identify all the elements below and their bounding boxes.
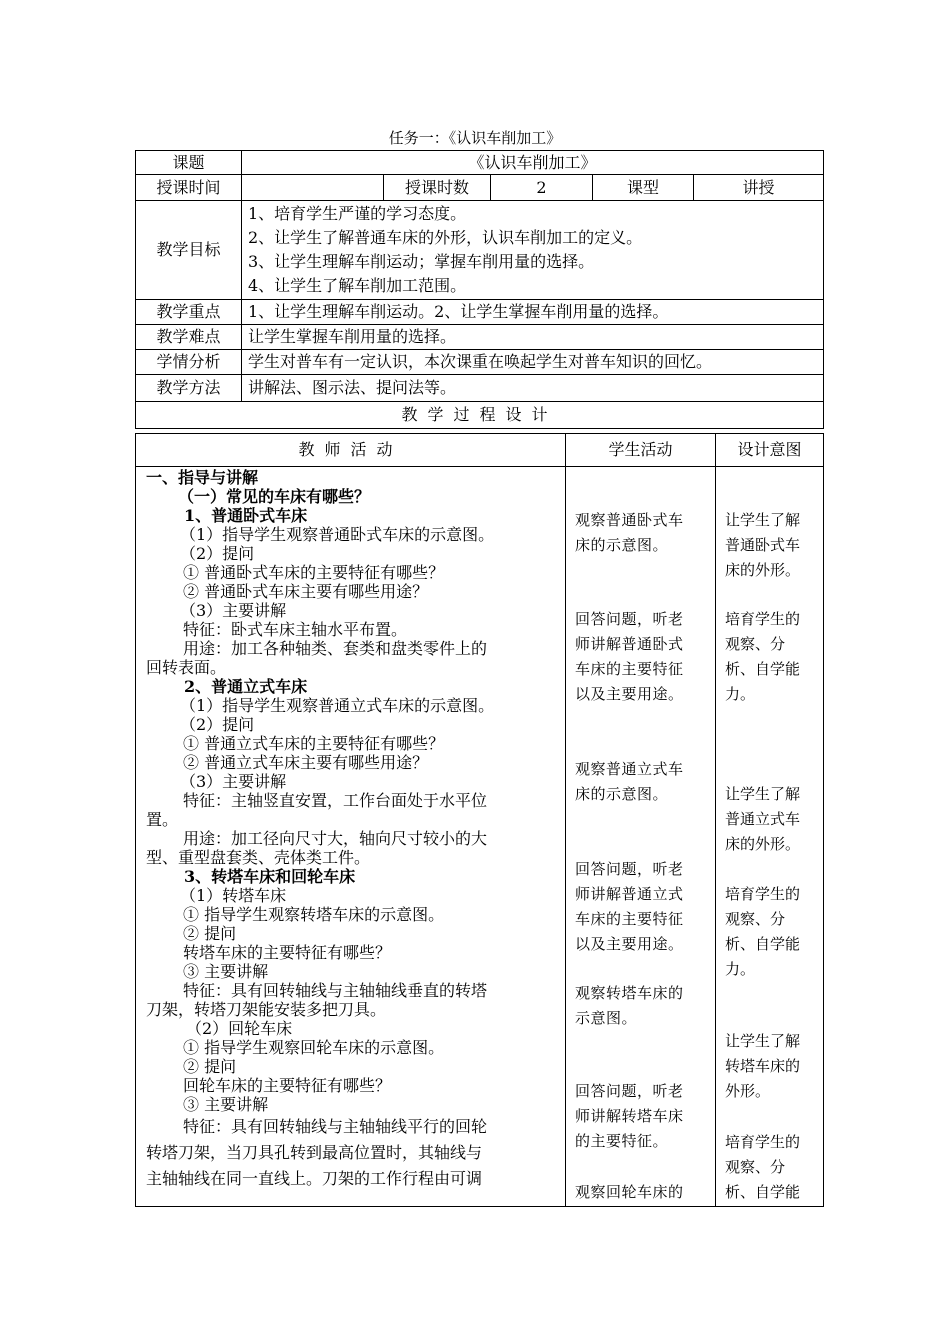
design-title: 教学过程设计 <box>136 402 824 429</box>
method-label: 教学方法 <box>136 375 242 402</box>
goals-list <box>242 201 824 300</box>
teacher-line: （2）提问 <box>180 544 255 563</box>
analysis-value: 学生对普车有一定认识，本次课重在唤起学生对普车知识的回忆。 <box>242 350 824 375</box>
design-intent-block <box>725 1029 817 1104</box>
teacher-line: ③ 主要讲解 <box>183 1095 269 1114</box>
teacher-line: 特征：具有回转轴线与主轴轴线垂直的转塔 <box>183 981 488 1000</box>
hours-value: 2 <box>491 175 593 201</box>
document-title: 任务一：《认识车削加工》 <box>388 129 562 147</box>
item-heading: 2、普通立式车床 <box>184 677 308 696</box>
student-line: 观察普通立式车 <box>575 760 684 778</box>
column-divider <box>715 466 716 1206</box>
design-intent-block <box>725 607 817 707</box>
teacher-line: ② 提问 <box>183 924 237 943</box>
subsection-heading: （一）常见的车床有哪些？ <box>178 487 371 506</box>
item-heading: 3、转塔车床和回轮车床 <box>184 867 356 886</box>
student-line: 回答问题，听老 <box>575 860 684 878</box>
student-activity-block <box>575 857 709 957</box>
key-label: 教学重点 <box>136 300 242 325</box>
goal-item: 1、培育学生严谨的学习态度。 <box>248 204 467 223</box>
teacher-line: ② 普通卧式车床主要有哪些用途？ <box>183 582 429 601</box>
student-line: 师讲解转塔车床 <box>575 1107 684 1125</box>
teacher-line: 回轮车床的主要特征有哪些？ <box>183 1076 392 1095</box>
design-intent-block <box>725 782 817 857</box>
teacher-line: 用途：加工各种轴类、套类和盘类零件上的 <box>183 639 488 658</box>
teacher-line: 特征：卧式车床主轴水平布置。 <box>183 620 408 639</box>
intent-line: 力。 <box>725 685 756 703</box>
teacher-line: 转塔刀架，当刀具孔转到最高位置时，其轴线与 <box>146 1143 483 1162</box>
teacher-line: 刀架，转塔刀架能安装多把刀具。 <box>146 1000 387 1019</box>
teacher-line: 用途：加工径向尺寸大，轴向尺寸较小的大 <box>183 829 488 848</box>
teacher-line: 特征：具有回转轴线与主轴轴线平行的回轮 <box>183 1117 488 1136</box>
student-line: 车床的主要特征 <box>575 910 684 928</box>
column-divider <box>565 466 566 1206</box>
teacher-line: 转塔车床的主要特征有哪些？ <box>183 943 392 962</box>
intent-line: 培育学生的 <box>725 610 801 628</box>
teacher-line: （1）指导学生观察普通卧式车床的示意图。 <box>180 525 495 544</box>
student-line: 师讲解普通卧式 <box>575 635 684 653</box>
difficulty-label: 教学难点 <box>136 325 242 350</box>
intent-line: 力。 <box>725 960 756 978</box>
intent-line: 普通卧式车 <box>725 536 801 554</box>
student-line: 以及主要用途。 <box>575 935 684 953</box>
student-line: 观察普通卧式车 <box>575 511 684 529</box>
intent-line: 床的外形。 <box>725 835 801 853</box>
student-line: 床的示意图。 <box>575 536 669 554</box>
intent-line: 析、自学能 <box>725 935 801 953</box>
time-label: 授课时间 <box>136 175 242 201</box>
design-intent-block <box>725 508 817 583</box>
teacher-line: 置。 <box>146 810 179 829</box>
type-label: 课型 <box>593 175 694 201</box>
teacher-line: （2）提问 <box>180 715 255 734</box>
student-line: 观察回轮车床的 <box>575 1183 684 1201</box>
student-line: 以及主要用途。 <box>575 685 684 703</box>
method-value: 讲解法、图示法、提问法等。 <box>242 375 824 402</box>
intent-line: 转塔车床的 <box>725 1057 801 1075</box>
student-line: 示意图。 <box>575 1009 638 1027</box>
teacher-line: （2）回轮车床 <box>186 1019 293 1038</box>
goal-item: 3、让学生理解车削运动；掌握车削用量的选择。 <box>248 252 595 271</box>
intent-line: 观察、分 <box>725 635 786 653</box>
student-line: 师讲解普通立式 <box>575 885 684 903</box>
intent-line: 培育学生的 <box>725 885 801 903</box>
teacher-line: ① 指导学生观察回轮车床的示意图。 <box>183 1038 445 1057</box>
intent-line: 观察、分 <box>725 1158 786 1176</box>
student-activity-block <box>575 508 709 558</box>
type-value: 讲授 <box>694 175 824 201</box>
intent-line: 床的外形。 <box>725 561 801 579</box>
teacher-line: ① 指导学生观察转塔车床的示意图。 <box>183 905 445 924</box>
teacher-line: （1）指导学生观察普通立式车床的示意图。 <box>180 696 495 715</box>
col-teacher-activity: 教师活动 <box>136 434 566 467</box>
intent-line: 让学生了解 <box>725 785 801 803</box>
design-intent-block <box>725 1130 817 1205</box>
teacher-line: ① 普通立式车床的主要特征有哪些？ <box>183 734 445 753</box>
teacher-line: 主轴轴线在同一直线上。刀架的工作行程由可调 <box>146 1169 483 1188</box>
teacher-line: ② 普通立式车床主要有哪些用途？ <box>183 753 429 772</box>
teacher-line: （1）转塔车床 <box>180 886 287 905</box>
process-column-header <box>135 433 824 467</box>
student-activity-block <box>575 1180 709 1205</box>
intent-line: 让学生了解 <box>725 511 801 529</box>
student-line: 回答问题，听老 <box>575 1082 684 1100</box>
student-line: 回答问题，听老 <box>575 610 684 628</box>
goal-item: 4、让学生了解车削加工范围。 <box>248 276 467 295</box>
topic-value: 《认识车削加工》 <box>242 151 824 175</box>
student-line: 观察转塔车床的 <box>575 984 684 1002</box>
key-value: 1、让学生理解车削运动。2、让学生掌握车削用量的选择。 <box>242 300 824 325</box>
teacher-activity-column <box>146 468 561 1192</box>
difficulty-value: 让学生掌握车削用量的选择。 <box>242 325 824 350</box>
hours-label: 授课时数 <box>384 175 491 201</box>
section-heading: 一、指导与讲解 <box>146 468 259 487</box>
lesson-plan-header-table <box>135 150 824 429</box>
col-student-activity: 学生活动 <box>566 434 716 467</box>
student-activity-block <box>575 1079 709 1154</box>
student-activity-block <box>575 757 709 807</box>
topic-label: 课题 <box>136 151 242 175</box>
student-activity-block <box>575 607 709 707</box>
col-design-intent: 设计意图 <box>716 434 824 467</box>
teacher-line: （3）主要讲解 <box>180 601 287 620</box>
time-value <box>242 175 384 201</box>
student-activity-block <box>575 981 709 1031</box>
design-intent-block <box>725 882 817 982</box>
intent-line: 析、自学能 <box>725 660 801 678</box>
teacher-line: 回转表面。 <box>146 658 227 677</box>
analysis-label: 学情分析 <box>136 350 242 375</box>
intent-line: 培育学生的 <box>725 1133 801 1151</box>
teacher-line: ③ 主要讲解 <box>183 962 269 981</box>
teacher-line: 特征：主轴竖直安置，工作台面处于水平位 <box>183 791 488 810</box>
item-heading: 1、普通卧式车床 <box>184 506 308 525</box>
intent-line: 外形。 <box>725 1082 771 1100</box>
goals-label: 教学目标 <box>136 201 242 300</box>
process-body <box>135 466 824 1207</box>
student-line: 车床的主要特征 <box>575 660 684 678</box>
goal-item: 2、让学生了解普通车床的外形，认识车削加工的定义。 <box>248 228 643 247</box>
intent-line: 普通立式车 <box>725 810 801 828</box>
teacher-line: （3）主要讲解 <box>180 772 287 791</box>
teacher-line: ② 提问 <box>183 1057 237 1076</box>
teacher-line: 型、重型盘套类、壳体类工件。 <box>146 848 371 867</box>
intent-line: 让学生了解 <box>725 1032 801 1050</box>
teacher-line: ① 普通卧式车床的主要特征有哪些？ <box>183 563 445 582</box>
student-line: 的主要特征。 <box>575 1132 669 1150</box>
intent-line: 析、自学能 <box>725 1183 801 1201</box>
student-line: 床的示意图。 <box>575 785 669 803</box>
intent-line: 观察、分 <box>725 910 786 928</box>
